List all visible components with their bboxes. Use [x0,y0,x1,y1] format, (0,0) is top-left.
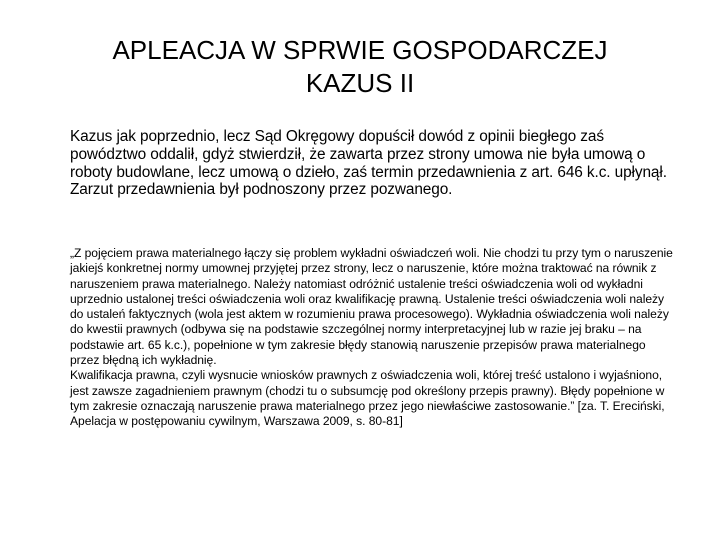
quotation-paragraph-1: „Z pojęciem prawa materialnego łączy się problem wykładni oświadczeń woli. Nie chodzi tu przy tym o naruszenie jakiejś konkretnej normy umownej przyjętej przez strony, lecz o naruszenie, które można traktować na równik z naruszeniem prawa materialnego. Należy natomiast odróżnić ustalenie treści oświadczenia woli od wykładni uprzednio ustalonej treści oświadczenia woli oraz kwalifikację prawną. Ustalenie treści oświadczenia woli należy do ustaleń faktycznych (wola jest aktem w rozumieniu prawa procesowego). Wykładnia oświadczenia woli należy do kwestii prawnych (odbywa się na podstawie szczególnej normy interpretacyjnej lub w razie jej braku – na podstawie art. 65 k.c.), popełnione w tym zakresie błędy stanowią naruszenie przepisów prawa materialnego przez błędną ich wykładnię. [70,246,673,368]
case-description: Kazus jak poprzednio, lecz Sąd Okręgowy dopuścił dowód z opinii biegłego zaś powództwo oddalił, gdyż stwierdził, że zawarta przez strony umowa nie była umową o roboty budowlane, lecz umową o dzieło, zaś termin przedawnienia z art. 646 k.c. upłynął. Zarzut przedawnienia był podnoszony przez pozwanego. [70,128,667,199]
slide-title-line-1: APLEACJA W SPRWIE GOSPODARCZEJ [112,35,608,65]
slide-title-line-2: KAZUS II [305,68,415,98]
slide-title [40,34,680,100]
quotation-paragraph-2: Kwalifikacja prawna, czyli wysnucie wniosków prawnych z oświadczenia woli, której treść ustalono i wyjaśniono, jest zawsze zagadnieniem prawnym (chodzi tu o subsumcję pod określony przepis prawny). Błędy popełnione w tym zakresie oznaczają naruszenie prawa materialnego przez jego niewłaściwe zastosowanie.” [za. T. Ereciński, Apelacja w postępowaniu cywilnym, Warszawa 2009, s. 80-81] [70,368,665,429]
quotation-block [70,246,676,430]
